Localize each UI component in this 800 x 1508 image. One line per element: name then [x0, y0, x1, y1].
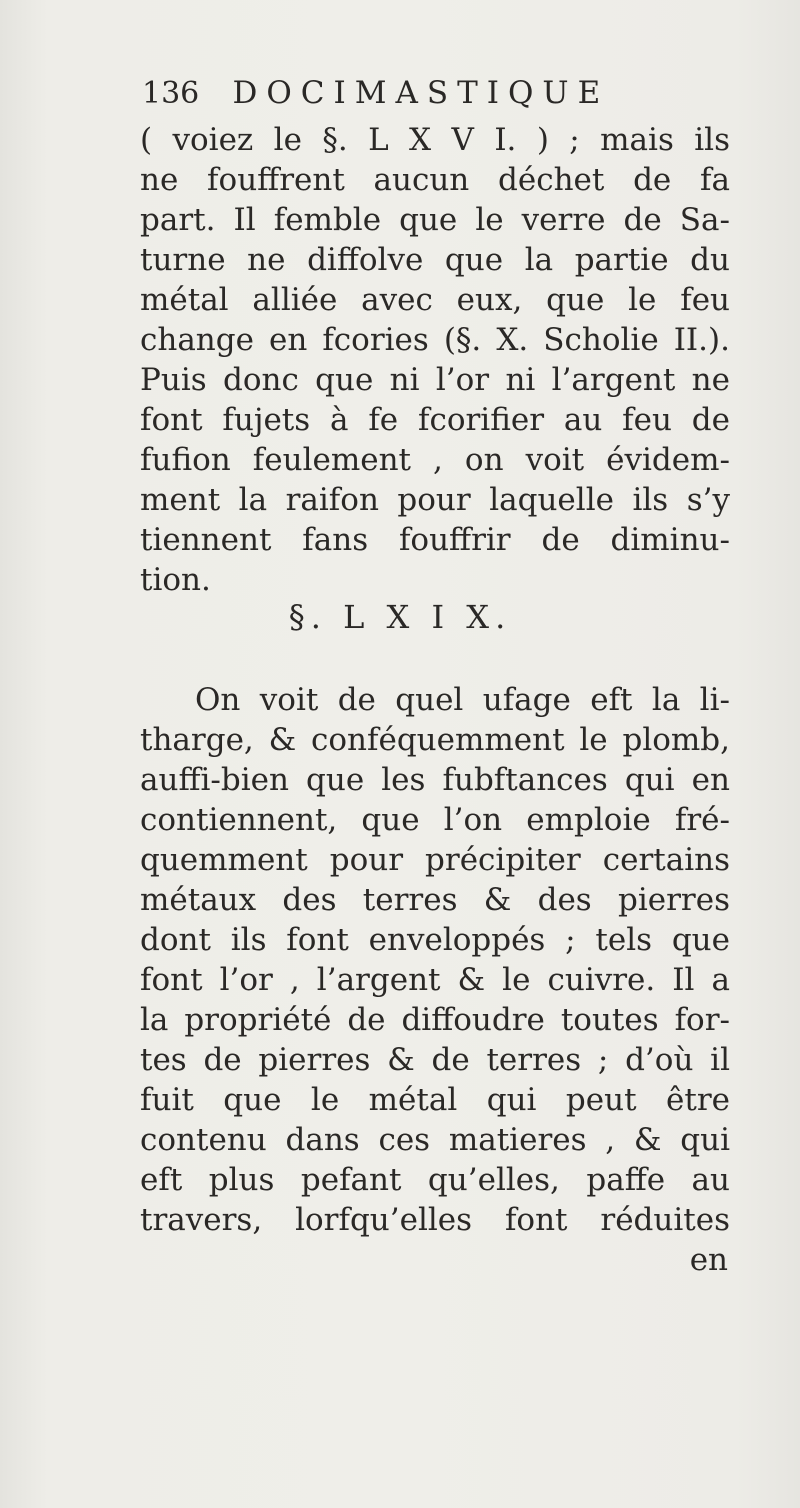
text-line: font fujets à fe fcorifier au feu de [140, 402, 730, 438]
text-line: tiennent fans fouffrir de diminu- [140, 522, 730, 558]
catchword: en [689, 1242, 728, 1278]
text-line: contenu dans ces matieres , & qui [140, 1122, 730, 1158]
text-line: dont ils font enveloppés ; tels que [140, 922, 730, 958]
page-number: 136 [142, 76, 200, 111]
text-line: contiennent, que l’on emploie fré- [140, 802, 730, 838]
text-line: eft plus pefant qu’elles, paffe au [140, 1162, 730, 1198]
running-header [142, 72, 609, 114]
text-line: part. Il femble que le verre de Sa- [140, 202, 730, 238]
text-line: quemment pour précipiter certains [140, 842, 730, 878]
section-heading: §. L X I X. [288, 598, 512, 636]
text-line: métal alliée avec eux, que le feu [140, 282, 730, 318]
text-line: auffi-bien que les fubftances qui en [140, 762, 730, 798]
text-line: tharge, & conféquemment le plomb, [140, 722, 730, 758]
text-line: Puis donc que ni l’or ni l’argent ne [140, 362, 730, 398]
text-line: turne ne diffolve que la partie du [140, 242, 730, 278]
text-line: font l’or , l’argent & le cuivre. Il a [140, 962, 730, 998]
text-line: ment la raifon pour laquelle ils s’y [140, 482, 730, 518]
text-line: On voit de quel ufage eft la li- [195, 682, 730, 718]
text-line: fuit que le métal qui peut être [140, 1082, 730, 1118]
text-line: ne fouffrent aucun déchet de fa [140, 162, 730, 198]
text-line: tion. [140, 562, 211, 598]
text-line: métaux des terres & des pierres [140, 882, 730, 918]
text-line: la propriété de diffoudre toutes for- [140, 1002, 730, 1038]
text-line: travers, lorfqu’elles font réduites [140, 1202, 730, 1238]
text-line: change en fcories (§. X. Scholie II.). [140, 322, 730, 358]
text-line: ( voiez le §. L X V I. ) ; mais ils [140, 122, 730, 158]
text-line: fufion feulement , on voit évidem- [140, 442, 730, 478]
running-title: DOCIMASTIQUE [232, 75, 610, 111]
text-line: tes de pierres & de terres ; d’où il [140, 1042, 730, 1078]
